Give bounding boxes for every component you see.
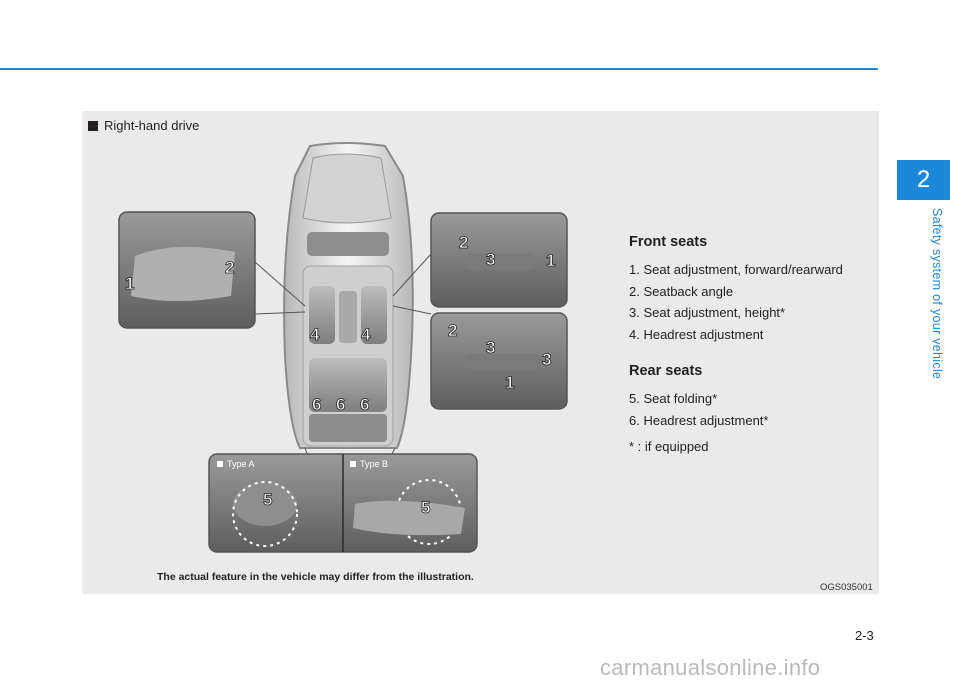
inset-right-bottom bbox=[393, 306, 567, 409]
chapter-number: 2 bbox=[897, 160, 950, 200]
callout-headrest-4b: 4 bbox=[361, 325, 371, 344]
callout-type-a-5: 5 bbox=[263, 490, 273, 509]
callout-right-top-2: 2 bbox=[459, 233, 469, 252]
header-rule bbox=[0, 68, 878, 70]
rear-seat-item: 6. Headrest adjustment* bbox=[629, 412, 769, 428]
front-seats-title: Front seats bbox=[629, 234, 708, 250]
callout-right-bottom-3b: 3 bbox=[542, 350, 552, 369]
front-seat-item: 4. Headrest adjustment bbox=[629, 326, 764, 342]
seat-legend bbox=[629, 234, 879, 454]
watermark: carmanualsonline.info bbox=[600, 655, 821, 680]
inset-right-top bbox=[393, 213, 567, 307]
type-b-label: Type B bbox=[360, 459, 389, 469]
rear-seats-title: Rear seats bbox=[629, 363, 703, 379]
callout-right-bottom-2: 2 bbox=[448, 321, 458, 340]
front-seat-item: 3. Seat adjustment, height* bbox=[629, 305, 786, 320]
callout-rear-6b: 6 bbox=[336, 395, 346, 414]
illustration-disclaimer: The actual feature in the vehicle may differ from the illustration. bbox=[157, 571, 474, 583]
seat-illustration bbox=[105, 136, 583, 556]
figure-label-text: Right-hand drive bbox=[104, 118, 200, 133]
callout-rear-6a: 6 bbox=[312, 395, 322, 414]
type-b-bullet-icon bbox=[350, 461, 356, 467]
callout-right-top-1: 1 bbox=[546, 251, 556, 270]
callout-rear-6c: 6 bbox=[360, 395, 370, 414]
chapter-title: Safety system of your vehicle bbox=[930, 208, 944, 380]
callout-right-top-3: 3 bbox=[486, 250, 496, 269]
chapter-tab bbox=[897, 160, 950, 397]
callout-right-bottom-3a: 3 bbox=[486, 338, 496, 357]
square-bullet-icon bbox=[88, 121, 98, 131]
callout-right-bottom-1: 1 bbox=[505, 373, 515, 392]
inset-left bbox=[119, 212, 305, 328]
figure-code: OGS035001 bbox=[820, 582, 873, 593]
callout-left-2: 2 bbox=[225, 258, 235, 277]
front-seat-item: 1. Seat adjustment, forward/rearward bbox=[629, 262, 843, 277]
footnote: * : if equipped bbox=[629, 439, 709, 454]
type-a-bullet-icon bbox=[217, 461, 223, 467]
type-a-label: Type A bbox=[227, 459, 255, 469]
rear-seat-item: 5. Seat folding* bbox=[629, 391, 718, 406]
callout-headrest-4a: 4 bbox=[310, 325, 320, 344]
front-seat-item: 2. Seatback angle bbox=[629, 283, 734, 299]
callout-type-b-5: 5 bbox=[421, 498, 431, 517]
figure-label bbox=[88, 118, 199, 133]
page-number: 2-3 bbox=[855, 628, 874, 643]
callout-left-1: 1 bbox=[125, 274, 135, 293]
